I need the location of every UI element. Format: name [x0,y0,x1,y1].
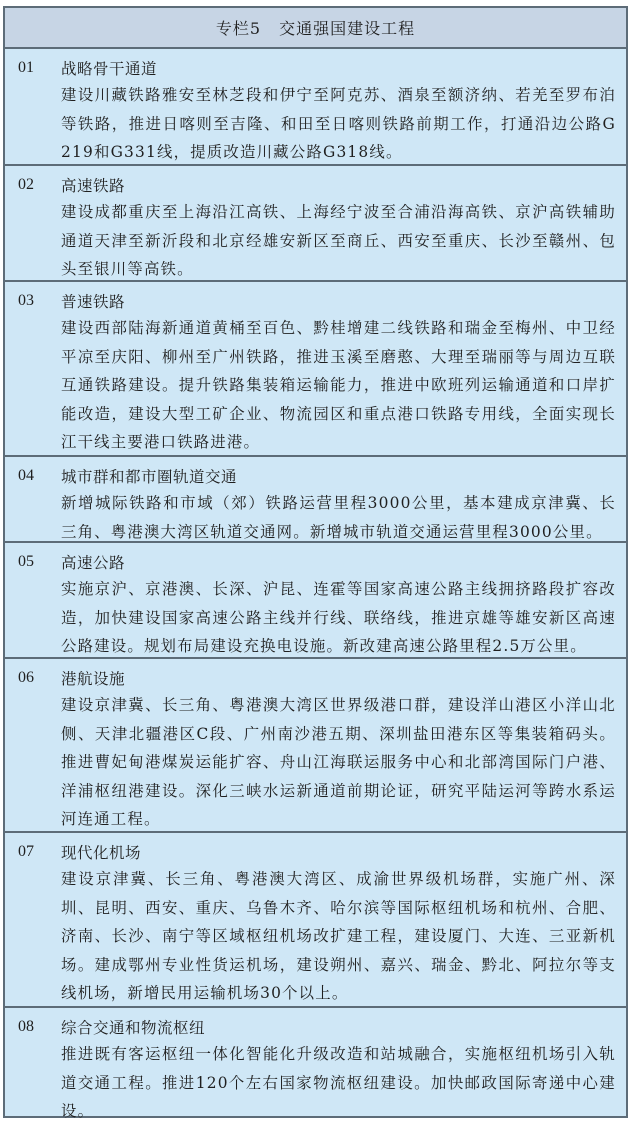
section-title: 高速公路 [61,554,126,572]
special-column-table [3,6,628,1118]
section-number: 07 [18,843,34,860]
section-number: 04 [18,467,34,484]
section-07 [5,833,626,1008]
section-08 [5,1008,626,1124]
section-title: 综合交通和物流枢纽 [61,1019,206,1037]
section-text: 建设川藏铁路雅安至林芝段和伊宁至阿克苏、酒泉至额济纳、若羌至罗布泊等铁路，推进日喀则至吉隆、和田至日喀则铁路前期工作，打通沿边公路G219和G331线，提质改造川藏公路G318线。 [61,86,616,161]
section-text: 建设京津冀、长三角、粤港澳大湾区世界级港口群，建设洋山港区小洋山北侧、天津北疆港区C段、广州南沙港五期、深圳盐田港东区等集装箱码头。推进曹妃甸港煤炭运能扩容、舟山江海联运服务中心和北部湾国际门户港、洋浦枢纽港建设。深化三峡水运新通道前期论证，研究平陆运河等跨水系运河连通工程。 [61,696,616,828]
section-02 [5,166,626,282]
section-06 [5,659,626,833]
section-title: 港航设施 [61,670,126,688]
section-title: 高速铁路 [61,177,126,195]
section-number: 02 [18,176,34,193]
column-label: 专栏5 [215,19,262,38]
section-01 [5,49,626,166]
section-number: 03 [18,292,34,309]
section-text: 建设成都重庆至上海沿江高铁、上海经宁波至合浦沿海高铁、京沪高铁辅助通道天津至新沂段和北京经雄安新区至商丘、西安至重庆、长沙至赣州、包头至银川等高铁。 [61,203,616,278]
section-text: 建设京津冀、长三角、粤港澳大湾区、成渝世界级机场群，实施广州、深圳、昆明、西安、重庆、乌鲁木齐、哈尔滨等国际枢纽机场和杭州、合肥、济南、长沙、南宁等区域枢纽机场改扩建工程，建设厦门、大连、三亚新机场。建成鄂州专业性货运机场，建设朔州、嘉兴、瑞金、黔北、阿拉尔等支线机场，新增民用运输机场30个以上。 [61,870,616,1002]
section-number: 01 [18,59,34,76]
section-title: 普速铁路 [61,293,126,311]
section-05 [5,543,626,659]
section-number: 08 [18,1018,34,1035]
table-title: 交通强国建设工程 [279,19,416,38]
section-number: 06 [18,669,34,686]
table-header [5,8,626,49]
section-04 [5,457,626,543]
section-title: 城市群和都市圈轨道交通 [61,468,238,486]
section-03 [5,282,626,457]
section-title: 现代化机场 [61,844,142,862]
section-number: 05 [18,553,34,570]
section-title: 战略骨干通道 [61,60,158,78]
section-text: 推进既有客运枢纽一体化智能化升级改造和站城融合，实施枢纽机场引入轨道交通工程。推进120个左右国家物流枢纽建设。加快邮政国际寄递中心建设。 [61,1045,616,1120]
section-text: 实施京沪、京港澳、长深、沪昆、连霍等国家高速公路主线拥挤路段扩容改造，加快建设国家高速公路主线并行线、联络线，推进京雄等雄安新区高速公路建设。规划布局建设充换电设施。新改建高速公路里程2.5万公里。 [61,580,616,655]
section-text: 建设西部陆海新通道黄桶至百色、黔桂增建二线铁路和瑞金至梅州、中卫经平凉至庆阳、柳州至广州铁路，推进玉溪至磨憨、大理至瑞丽等与周边互联互通铁路建设。提升铁路集装箱运输能力，推进中欧班列运输通道和口岸扩能改造，建设大型工矿企业、物流园区和重点港口铁路专用线，全面实现长江干线主要港口铁路进港。 [61,319,616,451]
section-text: 新增城际铁路和市域（郊）铁路运营里程3000公里，基本建成京津冀、长三角、粤港澳大湾区轨道交通网。新增城市轨道交通运营里程3000公里。 [61,494,616,541]
